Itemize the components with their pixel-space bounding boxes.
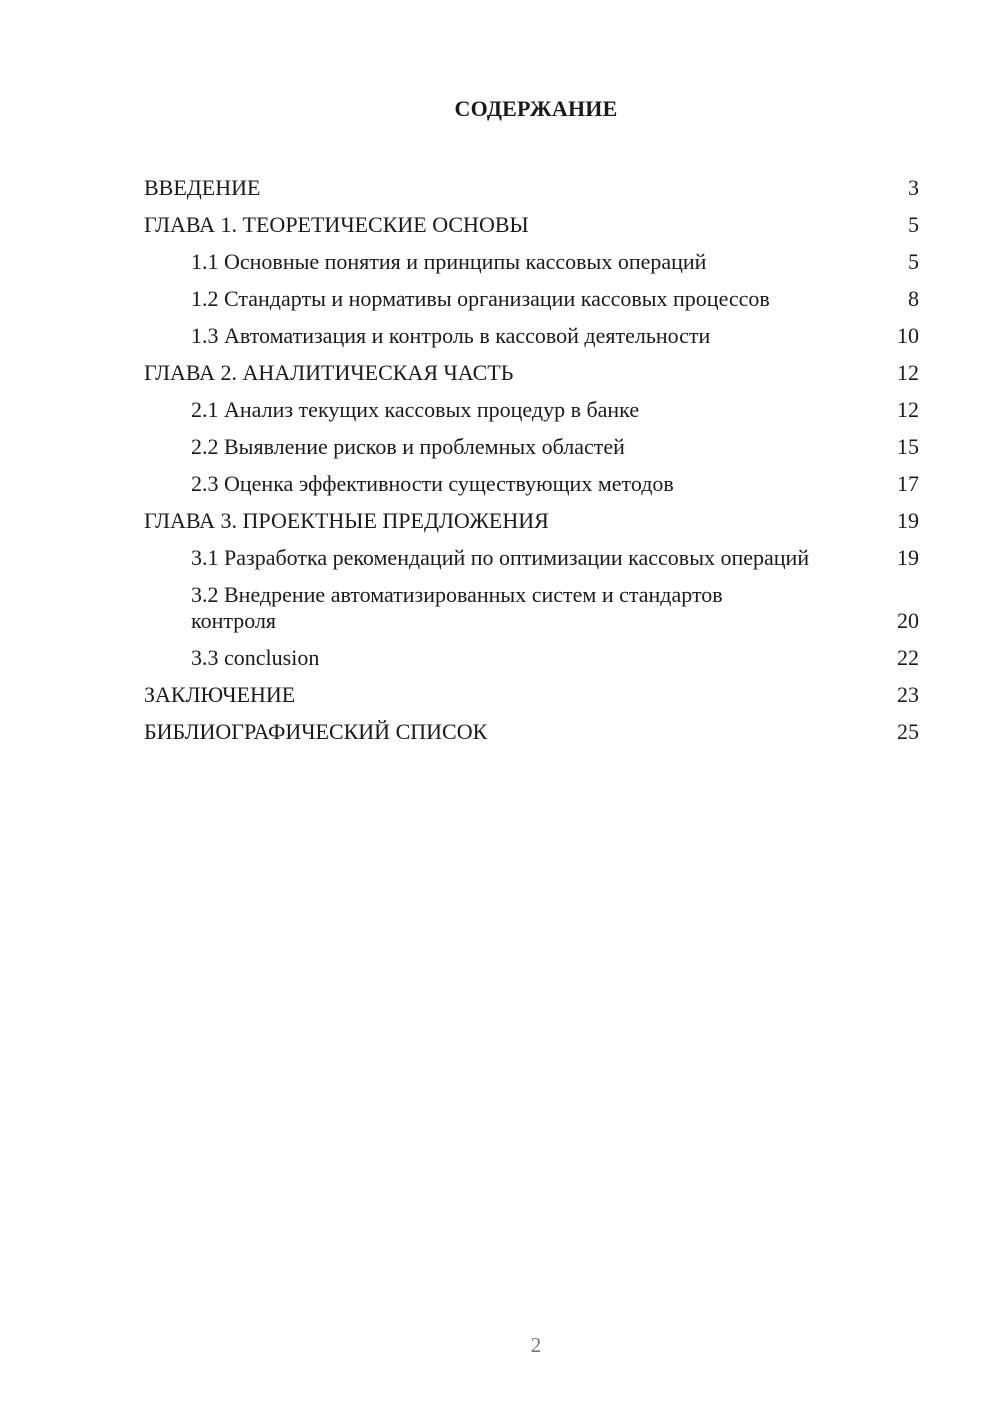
toc-entry-1-3 xyxy=(144,318,919,355)
page-number: 2 xyxy=(530,1333,542,1357)
toc-entry-page: 22 xyxy=(897,645,919,670)
toc-entry-text: 3.3 conclusion xyxy=(191,645,320,670)
toc-entry-page: 5 xyxy=(908,249,919,274)
toc-entry-text: ГЛАВА 2. АНАЛИТИЧЕСКАЯ ЧАСТЬ xyxy=(144,360,514,385)
toc-entry-3-3 xyxy=(144,640,919,677)
toc-entry-text: 3.2 Внедрение автоматизированных систем и стандартов контроля xyxy=(191,582,723,633)
toc-entry-chapter-1 xyxy=(144,207,919,244)
toc-entry-page: 17 xyxy=(897,471,919,496)
toc-entry-text: БИБЛИОГРАФИЧЕСКИЙ СПИСОК xyxy=(144,719,488,744)
toc-entry-3-2 xyxy=(144,577,919,640)
toc-entry-conclusion xyxy=(144,677,919,714)
toc-entry-2-2 xyxy=(144,429,919,466)
toc-entry-page: 23 xyxy=(897,682,919,707)
toc-entry-page: 12 xyxy=(897,360,919,385)
toc-entry-text: 2.1 Анализ текущих кассовых процедур в банке xyxy=(191,397,640,422)
toc-entry-page: 3 xyxy=(908,175,919,200)
toc-entry-text: ЗАКЛЮЧЕНИЕ xyxy=(144,682,296,707)
toc-entry-chapter-3 xyxy=(144,503,919,540)
toc-entry-page: 19 xyxy=(897,545,919,570)
toc-entry-page: 8 xyxy=(908,286,919,311)
toc-entry-text: ГЛАВА 1. ТЕОРЕТИЧЕСКИЕ ОСНОВЫ xyxy=(144,212,529,237)
toc-entry-text: 2.3 Оценка эффективности существующих методов xyxy=(191,471,674,496)
toc-entry-text: 1.2 Стандарты и нормативы организации кассовых процессов xyxy=(191,286,770,311)
toc-entry-text: 2.2 Выявление рисков и проблемных областей xyxy=(191,434,625,459)
toc-entry-1-2 xyxy=(144,281,919,318)
page-title: СОДЕРЖАНИЕ xyxy=(454,96,618,121)
toc-entry-2-3 xyxy=(144,466,919,503)
toc-entry-3-1 xyxy=(144,540,919,577)
toc-entry-1-1 xyxy=(144,244,919,281)
table-of-contents xyxy=(144,170,919,751)
toc-entry-text: 1.3 Автоматизация и контроль в кассовой деятельности xyxy=(191,323,711,348)
toc-entry-page: 10 xyxy=(897,323,919,348)
toc-entry-2-1 xyxy=(144,392,919,429)
toc-entry-text: ГЛАВА 3. ПРОЕКТНЫЕ ПРЕДЛОЖЕНИЯ xyxy=(144,508,549,533)
toc-entry-chapter-2 xyxy=(144,355,919,392)
toc-entry-page: 5 xyxy=(908,212,919,237)
toc-entry-bibliography xyxy=(144,714,919,751)
toc-entry-page: 12 xyxy=(897,397,919,422)
toc-entry-page: 15 xyxy=(897,434,919,459)
toc-entry-page: 19 xyxy=(897,508,919,533)
toc-entry-text: 3.1 Разработка рекомендаций по оптимизации кассовых операций xyxy=(191,545,810,570)
toc-entry-text: 1.1 Основные понятия и принципы кассовых операций xyxy=(191,249,707,274)
toc-entry-text: ВВЕДЕНИЕ xyxy=(144,175,261,200)
toc-entry-page: 20 xyxy=(897,608,919,633)
toc-entry-page: 25 xyxy=(897,719,919,744)
toc-entry-introduction xyxy=(144,170,919,207)
